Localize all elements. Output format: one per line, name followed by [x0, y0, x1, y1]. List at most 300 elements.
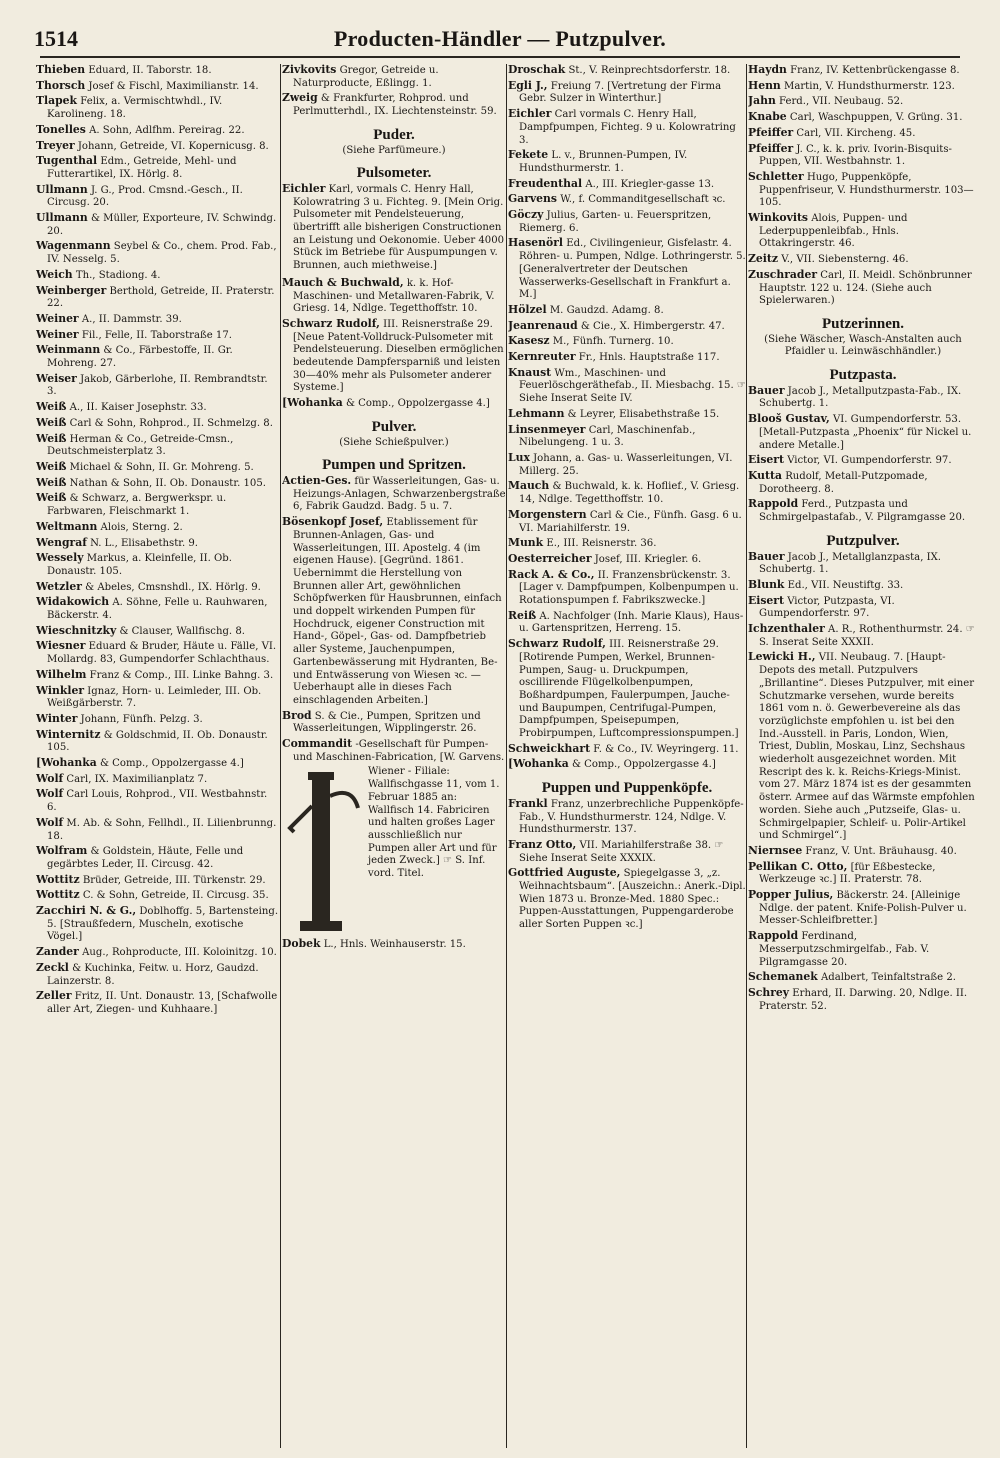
section-heading-puder: Puder.: [373, 126, 415, 143]
listing-entry: [748, 95, 978, 109]
firm-details: k. k. Hof-Maschinen- und Metallwaren-Fabrik, V. Griesg. 14, Ndlge. Tegetthoffstr. 10.: [293, 277, 495, 315]
section-heading-pulver: Pulver.: [371, 418, 417, 435]
firm-details: Alois, Puppen- und Lederpuppenleibfab., Hnls. Ottakringerstr. 46.: [759, 213, 908, 250]
listing-entry: [748, 127, 978, 141]
listing-entry: [748, 551, 978, 577]
firm-name: Schrey: [748, 986, 790, 999]
firm-details: Ferd., Putzpasta und Schmirgelpastafab., V. Pilgramgasse 20.: [759, 499, 966, 524]
firm-name: Morgenstern: [508, 507, 587, 521]
firm-details: Etablissement für Brunnen-Anlagen, Gas- und Wasserleitungen, III. Apostelg. 4 (im eigenen Hause). [Gegründ. 1861. Uebernimmt die Herstellung von Brunnen aller Art, gewöhnlichen Schöpfwerken für Hausbrunnen, einfach und doppelt wirkenden Pumpen für Hochdruck, eigener Construction mit Hand-, Göpel-, Gas- od. Dampfbetrieb aller Systeme, Jauchenpumpen, Gartenbewässerung mit Hydranten, Be- und Entwässerung von Wiesen ꝛc. — Ueberhaupt alle in dieses Fach einschlagenden Arbeiten.]: [293, 517, 502, 706]
firm-name: Ullmann: [36, 182, 88, 196]
header-rule: [40, 56, 960, 58]
firm-name: Blunk: [748, 577, 785, 591]
firm-name: Linsenmeyer: [508, 422, 586, 436]
listing-entry: [282, 318, 506, 395]
section-heading-putzpulver: Putzpulver.: [826, 532, 900, 549]
firm-details: J. G., Prod. Cmsnd.-Gesch., II. Circusg. 20.: [47, 184, 243, 209]
listing-entry: [748, 579, 978, 593]
listing-entry: [36, 669, 280, 683]
firm-details: St., V. Reinprechtsdorferstr. 18.: [568, 65, 731, 76]
listing-entry: [508, 149, 746, 175]
listing-entry: [748, 143, 978, 169]
firm-name: Weinberger: [36, 283, 107, 297]
firm-name: Reiß: [508, 608, 537, 622]
listing-entry: [36, 757, 280, 771]
listing-entry: [36, 845, 280, 871]
listing-entry: [748, 971, 978, 985]
firm-details: & Comp., Oppolzergasse 4.]: [345, 398, 490, 410]
firm-name: Wengraf: [36, 535, 87, 549]
firm-name: Pfeiffer: [748, 141, 794, 155]
firm-name: Wieschnitzky: [36, 623, 117, 637]
firm-details: & Buchwald, k. k. Hoflief., V. Griesg. 14, Ndlge. Tegetthoffstr. 10.: [519, 481, 740, 506]
firm-name: Weiß: [36, 400, 67, 414]
firm-details: Alois, Sterng. 2.: [100, 521, 183, 533]
listing-entry: [36, 313, 280, 327]
firm-name: Ullmann: [36, 211, 88, 225]
listing-entry: [748, 889, 978, 928]
firm-name: Wetzler: [36, 579, 82, 593]
firm-name: Garvens: [508, 192, 557, 206]
firm-details: Franz, V. Unt. Bräuhausg. 40.: [805, 845, 957, 857]
firm-details: & Goldstein, Häute, Felle und gegärbtes Leder, II. Circusg. 42.: [47, 846, 244, 870]
firm-name: Eichler: [508, 107, 552, 121]
firm-details: A. Nachfolger (Inh. Marie Klaus), Haus- u. Gartenspritzen, Herreng. 15.: [519, 610, 744, 635]
firm-details: VII. Neubaug. 7. [Haupt-Depots des metall. Putzpulvers „Brillantine“. Dieses Putzpulver, mit einer Schutzmarke versehen, wurde bereits 1861 vom n. ö. Gewerbevereine als das vorzüglichste empfohlen u. ist bei den Ind.-Ausstell. in Paris, London, Wien, Triest, Dublin, Moskau, Linz, Sechshaus wiederholt ausgezeichnet worden. Mit Rescript des k. k. Reichs-Kriegs-Minist. vom 27. März 1874 ist es der gesammten österr. Armee auf das Wärmste empfohlen worden. Siehe auch „Putzseife, Glas- u. Schmirgelpapier, Schleif- u. Polir-Artikel und Schmirgel“.]: [759, 652, 975, 842]
listing-entry: [748, 470, 978, 496]
firm-name: Zeckl: [36, 960, 69, 974]
firm-name: Fekete: [508, 148, 549, 162]
firm-details: & Cie., X. Himbergerstr. 47.: [580, 320, 725, 332]
page-number: 1514: [34, 26, 78, 51]
listing-entry: [748, 80, 978, 94]
firm-details: Carl Louis, Rohprod., VII. Westbahnstr. 6.: [47, 789, 268, 814]
firm-details: Adalbert, Teinfaltstraße 2.: [820, 972, 956, 984]
firm-details: Bäckerstr. 24. [Alleinige Ndlge. der patent. Knife-Polish-Pulver u. Messer-Schleifbretter.]: [759, 890, 967, 927]
firm-name: Brod: [282, 708, 312, 722]
firm-details: A., II. Kaiser Josephstr. 33.: [69, 402, 207, 414]
firm-details: VII. Mariahilferstraße 38. ☞ Siehe Inserat Seite XXXIX.: [519, 839, 724, 864]
listing-entry: [282, 710, 506, 736]
firm-name: Thorsch: [36, 78, 86, 92]
listing-entry: [36, 95, 280, 121]
firm-details: A. Söhne, Felle u. Rauhwaren, Bäckerstr. 4.: [47, 597, 268, 622]
firm-name: Hasenörl: [508, 236, 563, 250]
firm-details: Franz, IV. Kettenbrückengasse 8.: [790, 65, 960, 76]
firm-details: V., VII. Siebensterng. 46.: [781, 254, 909, 266]
firm-details: Jakob, Gärberlohe, II. Rembrandtstr. 3.: [47, 373, 268, 398]
firm-name: Thieben: [36, 64, 86, 76]
firm-name: Weinmann: [36, 343, 101, 357]
firm-details: Ignaz, Horn- u. Leimleder, III. Ob. Weißgärberstr. 7.: [47, 685, 262, 710]
firm-details: Ferdinand, Messerputzschmirgelfab., Fab. V. Pilgramgasse 20.: [759, 931, 930, 968]
listing-entry: [748, 212, 978, 251]
listing-entry: [36, 788, 280, 814]
listing-entry: [508, 569, 746, 608]
firm-name: Zeitz: [748, 252, 778, 266]
column-4: [748, 64, 978, 1448]
listing-entry: [748, 253, 978, 267]
firm-name: Mauch & Buchwald,: [282, 275, 404, 289]
listing-entry: [36, 874, 280, 888]
column-1: [36, 64, 280, 1448]
listing-entry: [508, 193, 746, 207]
firm-name: Treyer: [36, 138, 75, 152]
firm-details: Eduard, II. Taborstr. 18.: [88, 65, 212, 76]
firm-name: Dobek: [282, 937, 321, 951]
garvens-filiale-text: Wiener - Filiale: Wallfischgasse 11, vom 1. Februar 1885 an: Wallfisch 14. Fabriciren und halten großes Lager ausschließlich nur Pumpen aller Art und für jeden Zweck.] ☞ S. Inf. vord. Titel.: [368, 766, 500, 880]
column-divider: [280, 64, 281, 1448]
firm-name: Gottfried Auguste,: [508, 866, 621, 880]
firm-name: Tlapek: [36, 94, 78, 108]
firm-details: Fr., Hnls. Hauptstraße 117.: [578, 352, 720, 364]
listing-entry: [36, 344, 280, 370]
firm-name: [Wohanka: [508, 757, 569, 771]
firm-details: Franz & Comp., III. Linke Bahng. 3.: [89, 669, 274, 681]
firm-name: Bösenkopf Josef,: [282, 515, 384, 529]
firm-details: Brüder, Getreide, III. Türkenstr. 29.: [82, 874, 266, 886]
listing-entry: [36, 240, 280, 266]
listing-entry: [36, 685, 280, 711]
listing-entry: [36, 817, 280, 843]
firm-name: Göczy: [508, 208, 544, 222]
firm-details: N. L., Elisabethstr. 9.: [90, 537, 199, 549]
listing-entry: [36, 461, 280, 475]
firm-name: Zweig: [282, 91, 318, 105]
firm-name: Zander: [36, 945, 79, 959]
listing-entry: [36, 625, 280, 639]
firm-details: Victor, Putzpasta, VI. Gumpendorferstr. 97.: [759, 595, 895, 620]
firm-details: Carl, VII. Kircheng. 45.: [796, 127, 916, 139]
listing-entry: [36, 990, 280, 1016]
firm-name: Winkovits: [748, 211, 809, 225]
firm-name: Winternitz: [36, 727, 101, 741]
firm-details: & Leyrer, Elisabethstraße 15.: [567, 408, 720, 420]
firm-name: Widakowich: [36, 595, 110, 609]
firm-name: Egli J.,: [508, 78, 548, 92]
firm-details: -Gesellschaft für Pumpen- und Maschinen-Fabrication, [W. Garvens.: [293, 739, 505, 763]
firm-details: Franz, unzerbrechliche Puppenköpfe-Fab., V. Hundsthurmerstr. 124, Ndlge. V. Hundsthurmerstr. 137.: [519, 798, 744, 836]
listing-entry: [508, 64, 746, 78]
firm-name: Wessely: [36, 551, 84, 565]
listing-entry: [36, 889, 280, 903]
listing-entry: [508, 610, 746, 636]
firm-name: Weltmann: [36, 519, 98, 533]
firm-name: Wolf: [36, 787, 64, 801]
listing-entry: [748, 171, 978, 210]
listing-entry: [748, 845, 978, 859]
column-3: [508, 64, 746, 1448]
firm-name: Blooš Gustav,: [748, 412, 830, 426]
listing-entry: [282, 183, 506, 273]
listing-entry: [36, 537, 280, 551]
firm-name: Franz Otto,: [508, 837, 577, 851]
firm-details: L., Hnls. Weinhauserstr. 15.: [323, 939, 466, 951]
firm-details: Berthold, Getreide, II. Praterstr. 22.: [47, 285, 275, 310]
listing-entry: [508, 408, 746, 422]
firm-details: Carl, Waschpuppen, V. Grüng. 31.: [789, 112, 963, 124]
listing-entry: [508, 367, 746, 406]
listing-entry: [748, 623, 978, 649]
firm-name: Hölzel: [508, 302, 547, 316]
firm-details: II. Franzensbrückenstr. 3. [Lager v. Dampfpumpen, Kolbenpumpen u. Rotationspumpen f. Fabrikszwecke.]: [519, 569, 739, 607]
firm-details: & Abeles, Cmsnshdl., IX. Hörlg. 9.: [85, 581, 261, 593]
listing-entry: [508, 424, 746, 450]
listing-entry: [36, 773, 280, 787]
firm-details: Th., Stadiong. 4.: [75, 269, 161, 281]
listing-entry: [36, 962, 280, 988]
firm-details: A. R., Rothenthurmstr. 24. ☞ S. Inserat Seite XXXII.: [759, 624, 975, 648]
listing-entry: [282, 397, 506, 411]
firm-name: Schemanek: [748, 970, 818, 984]
firm-name: Wagenmann: [36, 239, 111, 253]
firm-details: Felix, a. Vermischtwhdl., IV. Karolineng. 18.: [47, 96, 223, 121]
firm-name: Wilhelm: [36, 667, 87, 681]
listing-entry: [36, 492, 280, 518]
firm-name: Schwarz Rudolf,: [282, 316, 380, 330]
firm-name: Weiß: [36, 431, 67, 445]
firm-details: Rudolf, Metall-Putzpomade, Dorotheerg. 8.: [759, 470, 928, 495]
firm-details: Edm., Getreide, Mehl- und Futterartikel, IX. Hörlg. 8.: [47, 156, 237, 180]
firm-details: Herman & Co., Getreide-Cmsn., Deutschmeisterplatz 3.: [47, 433, 234, 458]
firm-name: Weiß: [36, 415, 67, 429]
listing-entry: [36, 417, 280, 431]
firm-name: Zuschrader: [748, 267, 818, 281]
listing-entry: [748, 413, 978, 452]
firm-details: Ed., Civilingenieur, Gisfelastr. 4. Röhren- u. Pumpen, Ndlge. Lothringerstr. 5. [Generalvertreter der Deutschen Wasserwerks-Gesellschaft in Frankfurt a. M.]: [519, 238, 746, 301]
firm-details: & Comp., Oppolzergasse 4.]: [571, 759, 716, 771]
firm-name: Munk: [508, 536, 544, 550]
firm-details: Ferd., VII. Neubaug. 52.: [779, 96, 904, 108]
listing-entry: [508, 638, 746, 741]
firm-name: Rappold: [748, 929, 799, 943]
firm-name: Schwarz Rudolf,: [508, 637, 606, 651]
firm-name: Eichler: [282, 181, 326, 195]
see-reference: (Siehe Parfümeure.): [342, 144, 446, 156]
listing-entry: [748, 111, 978, 125]
listing-entry: [508, 335, 746, 349]
firm-details: Ed., VII. Neustiftg. 33.: [787, 579, 904, 591]
firm-details: Gregor, Getreide u. Naturproducte, Eßlingg. 1.: [293, 65, 439, 89]
firm-name: Rappold: [748, 497, 799, 511]
firm-name: Wottitz: [36, 888, 80, 902]
firm-name: Jahn: [748, 94, 776, 108]
firm-details: Jacob J., Metallglanzpasta, IX. Schubertg. 1.: [759, 551, 941, 576]
firm-name: Kutta: [748, 468, 782, 482]
firm-details: Eduard & Bruder, Häute u. Fälle, VI. Mollardg. 83, Gumpendorfer Schlachthaus.: [47, 641, 277, 666]
section-heading-putzerinnen: Putzerinnen.: [821, 315, 905, 332]
listing-entry: [36, 640, 280, 666]
firm-details: Erhard, II. Darwing. 20, Ndlge. II. Praterstr. 52.: [759, 988, 968, 1012]
listing-entry: [508, 867, 746, 932]
firm-details: W., f. Commanditgesellschaft ꝛc.: [560, 194, 726, 206]
firm-details: J. C., k. k. priv. Ivorin-Bisquits-Puppen, VII. Westbahnstr. 1.: [759, 143, 952, 168]
firm-details: & Goldschmid, II. Ob. Donaustr. 105.: [47, 729, 268, 754]
firm-details: M. Ab. & Sohn, Fellhdl., II. Lilienbrunng. 18.: [47, 817, 277, 842]
firm-details: Nathan & Sohn, II. Ob. Donaustr. 105.: [69, 477, 266, 489]
listing-entry: [36, 64, 280, 78]
firm-details: Hugo, Puppenköpfe, Puppenfriseur, V. Hundsthurmerstr. 103—105.: [759, 171, 974, 209]
firm-name: Bauer: [748, 549, 785, 563]
firm-details: Victor, VI. Gumpendorferstr. 97.: [787, 455, 952, 467]
firm-name: Freudenthal: [508, 176, 583, 190]
firm-details: Fritz, II. Unt. Donaustr. 13, [Schafwolle aller Art, Ziegen- und Kuhhaare.]: [47, 991, 278, 1015]
firm-details: A., III. Kriegler-gasse 13.: [585, 178, 715, 190]
listing-entry: [508, 304, 746, 318]
firm-details: Carl, Maschinenfab., Nibelungeng. 1 u. 3.: [519, 424, 696, 449]
water-pump-icon: [282, 766, 362, 936]
listing-entry: [36, 155, 280, 181]
firm-name: Kasesz: [508, 334, 550, 348]
listing-entry: [748, 498, 978, 524]
firm-details: S. & Cie., Pumpen, Spritzen und Wasserleitungen, Wipplingerstr. 26.: [293, 710, 481, 735]
listing-entry: [36, 80, 280, 94]
listing-entry: [282, 738, 506, 764]
section-heading-putzpasta: Putzpasta.: [829, 367, 897, 384]
firm-name: Winter: [36, 711, 78, 725]
firm-name: Schletter: [748, 169, 804, 183]
firm-name: Lux: [508, 450, 530, 464]
listing-entry: [282, 938, 506, 952]
listing-entry: [508, 237, 746, 302]
firm-name: Mauch: [508, 479, 550, 493]
firm-name: Zivkovits: [282, 64, 337, 76]
firm-name: Wiesner: [36, 639, 86, 653]
listing-entry: [508, 537, 746, 551]
firm-name: [Wohanka: [282, 396, 343, 410]
listing-entry: [508, 509, 746, 535]
firm-details: & Clauser, Wallfischg. 8.: [119, 625, 245, 637]
section-heading-pulsometer: Pulsometer.: [356, 165, 432, 182]
firm-name: Schweickhart: [508, 741, 591, 755]
listing-entry: [508, 758, 746, 772]
listing-entry: [508, 108, 746, 147]
firm-name: Wolf: [36, 815, 64, 829]
listing-entry: [36, 269, 280, 283]
listing-entry: [508, 452, 746, 478]
see-reference: (Siehe Schießpulver.): [339, 436, 449, 448]
listing-entry: [36, 552, 280, 578]
firm-details: & Müller, Exporteure, IV. Schwindg. 20.: [47, 213, 277, 237]
firm-details: III. Reisnerstraße 29. [Rotirende Pumpen, Werkel, Brunnen-Pumpen, Saug- u. Druckpumpen, oscillirende Flügelkolbenpumpen, Boßhardpumpen, Faulerpumpen, Jauche- und Baupumpen, Centrifugal-Pumpen, Dampfpumpen, Speisepumpen, Probirpumpen, Luftcompressionspumpen.]: [519, 639, 739, 740]
listing-entry: [748, 64, 978, 78]
firm-details: Johann, Fünfh. Pelzg. 3.: [80, 713, 203, 725]
listing-entry: [282, 64, 506, 90]
firm-details: Seybel & Co., chem. Prod. Fab., IV. Nesselg. 5.: [47, 241, 277, 266]
firm-details: & Kuchinka, Feitw. u. Horz, Gaudzd. Lainzerstr. 8.: [47, 962, 259, 987]
firm-details: A., II. Dammstr. 39.: [81, 313, 182, 325]
listing-entry: [508, 178, 746, 192]
listing-entry: [508, 80, 746, 106]
listing-entry: [508, 839, 746, 865]
listing-entry: [36, 905, 280, 944]
firm-name: Lehmann: [508, 406, 565, 420]
firm-details: Johann, a. Gas- u. Wasserleitungen, VI. Millerg. 25.: [519, 452, 733, 477]
firm-details: Karl, vormals C. Henry Hall, Kolowratring 3 u. Fichteg. 9. [Mein Orig. Pulsometer mit Pendelsteuerung, übertrifft alle bisherigen Constructionen an Leistung und Oekonomie. Ueber 4000 Stück im Betriebe für Auspumpungen v. Brunnen, auch miethweise.]: [293, 183, 505, 272]
firm-name: Haydn: [748, 64, 787, 76]
firm-details: Johann, Getreide, VI. Kopernicusg. 8.: [77, 140, 269, 152]
listing-entry: [748, 269, 978, 308]
firm-name: Oesterreicher: [508, 551, 592, 565]
firm-name: Commandit: [282, 737, 353, 751]
listing-entry: [36, 184, 280, 210]
column-2: [282, 64, 506, 1448]
firm-name: Zacchiri N. & G.,: [36, 904, 137, 918]
firm-name: Rack A. & Co.,: [508, 567, 595, 581]
listing-entry: [36, 521, 280, 535]
firm-name: Eisert: [748, 593, 784, 607]
firm-details: M. Gaudzd. Adamg. 8.: [549, 304, 664, 316]
firm-name: Henn: [748, 78, 781, 92]
firm-details: & Co., Färbestoffe, II. Gr. Mohreng. 27.: [47, 345, 233, 370]
firm-name: Wolf: [36, 771, 64, 785]
listing-entry: [748, 595, 978, 621]
listing-entry: [36, 373, 280, 399]
firm-name: Weiß: [36, 459, 67, 473]
listing-entry: [36, 581, 280, 595]
listing-entry: [508, 209, 746, 235]
listing-entry: [36, 329, 280, 343]
firm-name: Weiß: [36, 491, 67, 505]
firm-name: Weiner: [36, 311, 79, 325]
listing-entry: [748, 385, 978, 411]
firm-name: Winkler: [36, 683, 85, 697]
firm-details: Freiung 7. [Vertretung der Firma Gebr. Sulzer in Winterthur.]: [519, 80, 722, 105]
listing-entry: [36, 401, 280, 415]
firm-name: Eisert: [748, 453, 784, 467]
listing-entry: [508, 480, 746, 506]
firm-details: Aug., Rohproducte, III. Koloinitzg. 10.: [82, 947, 277, 959]
firm-details: F. & Co., IV. Weyringerg. 11.: [593, 743, 739, 755]
firm-details: Jacob J., Metallputzpasta-Fab., IX. Schubertg. 1.: [759, 385, 962, 410]
firm-name: Weiß: [36, 475, 67, 489]
firm-name: Bauer: [748, 383, 785, 397]
firm-name: [Wohanka: [36, 756, 97, 770]
firm-details: Josef & Fischl, Maximilianstr. 14.: [88, 80, 259, 92]
listing-entry: [36, 477, 280, 491]
listing-entry: [36, 596, 280, 622]
firm-name: Frankl: [508, 796, 548, 810]
firm-details: Markus, a. Kleinfelle, II. Ob. Donaustr. 105.: [47, 553, 232, 577]
firm-details: Julius, Garten- u. Feuerspritzen, Riemerg. 6.: [519, 210, 712, 234]
firm-name: Weiser: [36, 371, 77, 385]
listing-entry: [508, 553, 746, 567]
firm-name: Weich: [36, 267, 73, 281]
firm-name: Zeller: [36, 989, 72, 1003]
listing-entry: [36, 140, 280, 154]
listing-entry: [748, 930, 978, 969]
listing-entry: [36, 212, 280, 238]
firm-details: III. Reisnerstraße 29. [Neue Patent-Volldruck-Pulsometer mit Pendelsteuerung. Dieselben ermöglichen bedeutende Dampfersparniß und leisten 30—40% mehr als Pulsometer anderer Systeme.]: [293, 318, 504, 394]
firm-name: Jeanrenaud: [508, 318, 578, 332]
firm-details: Carl, IX. Maximilianplatz 7.: [66, 773, 208, 785]
firm-details: Josef, III. Kriegler. 6.: [594, 553, 702, 565]
listing-entry: [508, 351, 746, 365]
firm-name: Ichzenthaler: [748, 622, 825, 636]
listing-entry: [282, 475, 506, 514]
firm-details: Carl, II. Meidl. Schönbrunner Hauptstr. 122 u. 124. (Siehe auch Spielerwaren.): [759, 269, 972, 307]
listing-entry: [282, 92, 506, 118]
firm-details: Doblhoffg. 5, Bartensteing. 5. [Straußfedern, Muscheln, exotische Vögel.]: [47, 906, 279, 943]
page-header: [24, 26, 976, 60]
section-heading-pumpen: Pumpen und Spritzen.: [322, 457, 466, 474]
firm-name: Droschak: [508, 64, 566, 76]
listing-entry: [748, 454, 978, 468]
firm-details: VI. Gumpendorferstr. 53. [Metall-Putzpasta „Phoenix“ für Nickel u. andere Metalle.]: [759, 414, 972, 451]
firm-name: Knaust: [508, 365, 552, 379]
firm-name: Knabe: [748, 110, 787, 124]
firm-name: Kernreuter: [508, 350, 576, 364]
